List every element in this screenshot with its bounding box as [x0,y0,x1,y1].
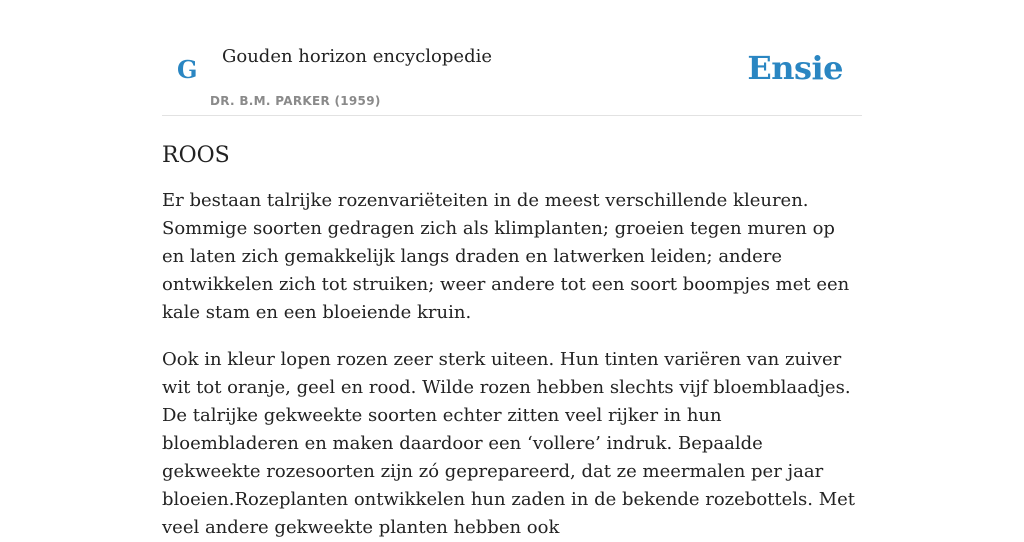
entry-paragraph-2: Ook in kleur lopen rozen zeer sterk uiteen. Hun tinten variëren van zuiver wit tot oranje, geel en rood. Wilde rozen hebben slechts vijf bloemblaadjes. De talrijke gekweekte soorten echter zitten veel rijker in hun bloembladeren en maken daardoor een ‘vollere’ indruk. Bepaalde gekweekte rozesoorten zijn zó geprepareerd, dat ze meermalen per jaar bloeien.Rozeplanten ontwikkelen hun zaden in de bekende rozebottels. Met veel andere gekweekte planten hebben ook [162,349,856,538]
author-line: DR. B.M. PARKER (1959) [210,94,381,108]
page [162,0,862,542]
book-logo-icon[interactable]: G [177,55,198,84]
header [162,0,862,116]
entry-title: ROOS [162,143,230,168]
entry-paragraph-1: Er bestaan talrijke rozenvariëteiten in de meest verschillende kleuren. Sommige soorten gedragen zich als klimplanten; groeien tegen muren op en laten zich gemakkelijk langs draden en latwerken leiden; andere ontwikkelen zich tot struiken; weer andere tot een soort boompjes met een kale stam en een bloeiende kruin. [162,190,850,323]
ensie-logo[interactable]: Ensie [747,49,843,87]
book-title[interactable]: Gouden horizon encyclopedie [222,46,492,67]
